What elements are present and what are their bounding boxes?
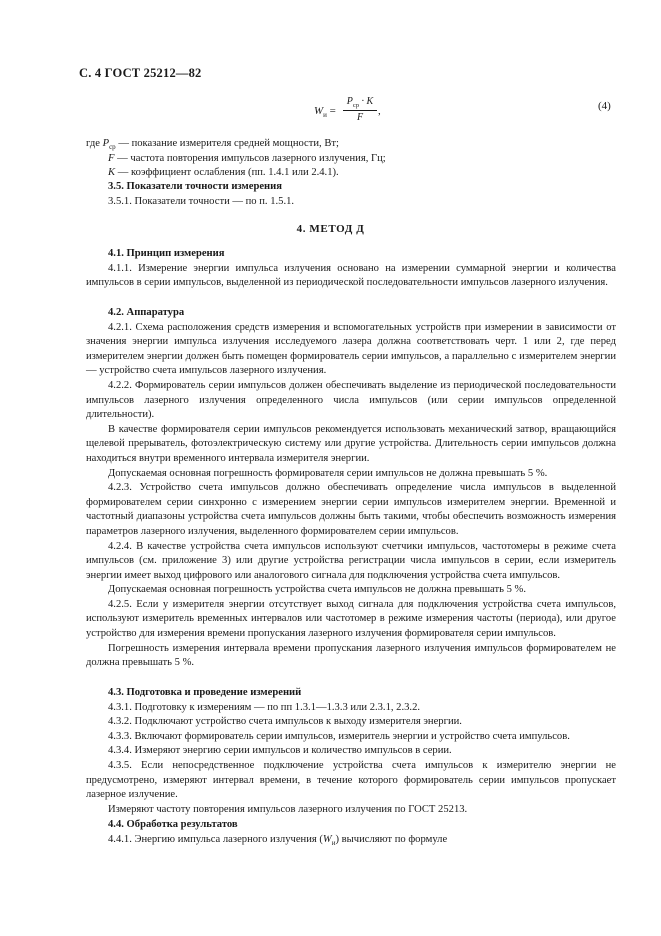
formula-numerator: $P_{ср} \cdot K$ [343,96,377,111]
paragraph: Погрешность измерения интервала времени пропускания лазерного излучения импульсов формирователем не должна превышать 5 %. [86,642,616,669]
paragraph: 4.4.1. Энергию импульса лазерного излучения $(W_и)$ вычисляют по формуле [108,833,448,847]
formula-4 [0,94,661,134]
section-title: 4.4. Обработка результатов [108,819,238,830]
formula-denominator: F [356,112,364,123]
paragraph: 3.5.1. Показатели точности — по п. 1.5.1. [108,195,295,207]
section-4-3 [86,686,616,817]
paragraph: Допускаемая основная погрешность устройства счета импульсов не должна превышать 5 %. [108,584,526,596]
section-4-1 [86,247,616,291]
section-4-4 [86,818,616,850]
paragraph: В качестве формирователя серии импульсов рекомендуется использовать механический затвор, вращающийся щелевой прерыватель, фотоэлектрическую систему или другие устройства. Длительность серии импульсов должна находиться внутри временного интервала измерителя энергии. [86,423,616,464]
formula-fraction [343,96,377,123]
paragraph: Измеряют частоту повторения импульсов лазерного излучения по ГОСТ 25213. [108,803,468,815]
formula-lhs: $W_и$ = [314,105,336,120]
paragraph: 4.2.3. Устройство счета импульсов должно обеспечивать определение числа импульсов в выделенной формирователем серии синхронно с измерением энергии серии импульсов измерителем энергии. Временной и частотный диапазоны устройства счета импульсов должны быть такими, чтобы обеспечить возможность измерения параметров лазерного излучения, выделенного формирователем серии импульсов. [86,482,616,537]
where-line-3: K — коэффициент ослабления (пп. 1.4.1 или 2.4.1). [108,167,339,178]
paragraph: 4.2.2. Формирователь серии импульсов должен обеспечивать выделение из периодической последовательности импульсов лазерного излучения определенного числа импульсов (или серии импульсов определенной длительности). [86,379,616,421]
paragraph: 4.3.3. Включают формирователь серии импульсов, измеритель энергии и устройство счета импульсов. [108,730,570,742]
formula-number: (4) [598,100,611,112]
where-line-1: где $P_{ср}$ — показание измерителя средней мощности, Вт; [86,138,339,152]
section-title: 4.3. Подготовка и проведение измерений [108,687,302,698]
section-4-2 [86,306,616,671]
section-title: 4.2. Аппаратура [108,307,185,318]
paragraph: 4.3.2. Подключают устройство счета импульсов к выходу измерителя энергии. [108,716,462,728]
section-3-5 [86,180,616,209]
paragraph: Допускаемая основная погрешность формирователя серии импульсов не должна превышать 5 %. [108,467,548,479]
section-title: 3.5. Показатели точности измерения [108,181,282,192]
paragraph: 4.1.1. Измерение энергии импульса излучения основано на измерении суммарной энергии и количества импульсов в серии импульсов, выделенной из периодической последовательности импульсов лазерного излучения. [86,262,616,289]
paragraph: 4.2.1. Схема расположения средств измерения и вспомогательных устройств при измерении в зависимости от значения энергии импульса излучения исследуемого лазера должна соответствовать черт. 1 или 2, где перед измерителем энергии должен быть помещен формирователь серии импульсов, а параллельно с измерителем энергии — устройство счета импульсов лазерного излучения. [86,321,616,377]
formula-comma: , [378,105,381,117]
paragraph: 4.3.1. Подготовку к измерениям — по пп 1.3.1—1.3.3 или 2.3.1, 2.3.2. [108,701,421,713]
section-title: 4.1. Принцип измерения [108,248,225,259]
where-line-2: F — частота повторения импульсов лазерного излучения, Гц; [108,153,386,164]
method-title: 4. МЕТОД Д [296,223,365,235]
page-header: С. 4 ГОСТ 25212—82 [79,66,202,80]
paragraph: 4.2.4. В качестве устройства счета импульсов используют счетчики импульсов, частотомеры в режиме счета импульсов (см. приложение 3) или другие устройства регистрации числа импульсов в серии, если измеритель энергии имеет выход цифрового или аналогового сигнала для подключения устройства счета импульсов. [86,540,616,581]
paragraph: 4.3.4. Измеряют энергию серии импульсов и количество импульсов в серии. [108,745,452,757]
paragraph: 4.3.5. Если непосредственное подключение устройства счета импульсов к измерителю энергии не предусмотрено, измеряют интервал времени, в течение которого формирователь серии импульсов пропускает лазерное излучение. [86,759,616,801]
paragraph: 4.2.5. Если у измерителя энергии отсутствует выход сигнала для подключения устройства счета импульсов, используют измеритель временных интервалов или частотомер в режиме измерения частоты (периода), или другое устройство для измерения времени пропускания лазерного излучения формирователя серии импульсов. [86,598,616,640]
